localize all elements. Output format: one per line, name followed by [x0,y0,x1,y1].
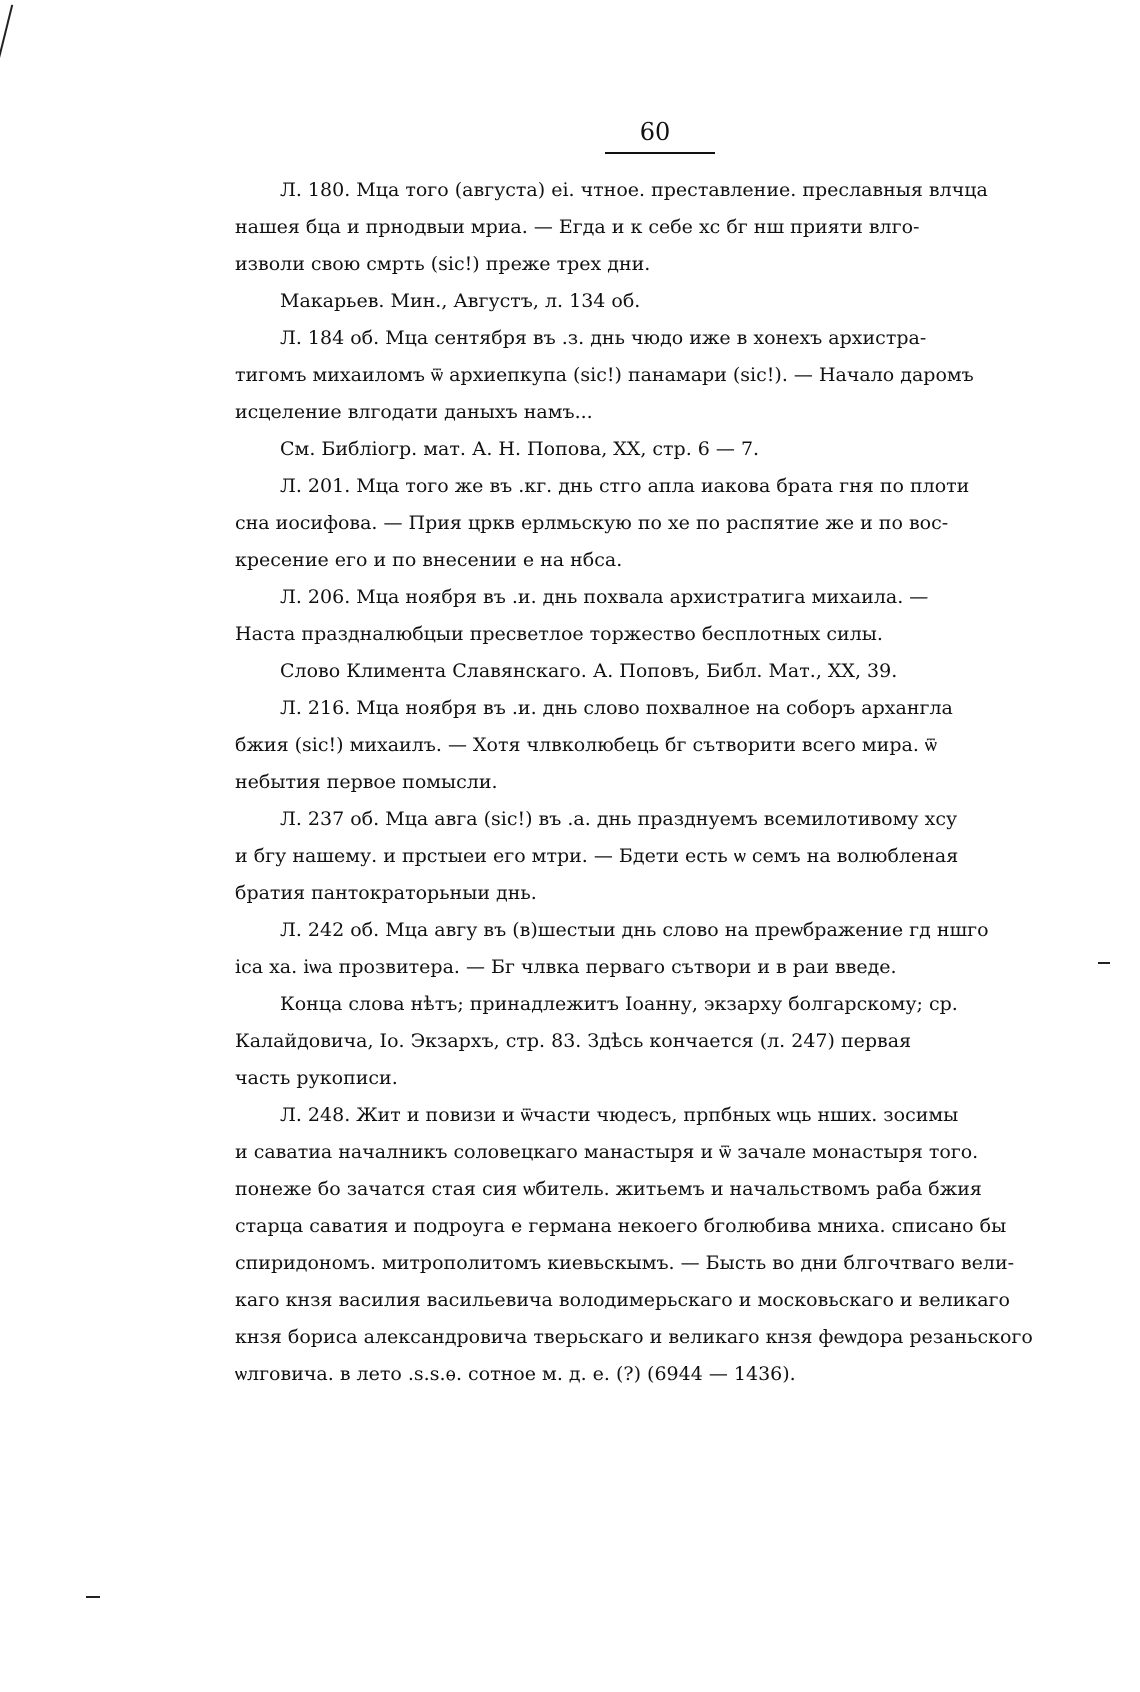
text-line: Л. 180. Мца того (августа) еі. чтное. преставление. преславныя влчца [280,179,988,201]
text-line: См. Библiогр. мат. А. Н. Попова, XX, стр. 6 — 7. [280,438,760,460]
page-number: 60 [639,118,671,146]
text-line: и саватиа началникъ соловецкаго манастыря и ѿ зачале монастыря того. [235,1141,979,1163]
text-line: тигомъ михаиломъ ѿ архиепкупа (sic!) панамари (sic!). — Начало даромъ [235,364,974,386]
text-line: Калайдовича, Іо. Экзархъ, стр. 83. Здѣсь кончается (л. 247) первая [235,1030,912,1052]
text-line: кнзя бориса александровича тверьскаго и великаго кнзя феѡдора резаньского [235,1326,1033,1348]
text-line: Макарьев. Мин., Августъ, л. 134 об. [280,290,641,312]
text-line: Л. 237 об. Мца авга (sic!) въ .а. днь празднуемъ всемилотивому хсу [280,808,958,830]
text-line: Л. 248. Жит и повизи и ѿчасти чюдесъ, прпбных ѡць нших. зосимы [280,1104,959,1126]
body-text [235,172,1087,1393]
text-line: Л. 216. Мца ноября въ .и. днь слово похвалное на соборъ архангла [280,697,953,719]
text-line: бжия (sic!) михаилъ. — Хотя члвколюбець бг сътворити всего мира. ѿ [235,734,937,756]
text-line: каго кнзя василия васильевича володимерьскаго и московьскаго и великаго [235,1289,1010,1311]
text-line: братия пантократорьныи днь. [235,882,537,904]
text-line: спиридономъ. митрополитомъ киевьскымъ. — Бысть во дни блгочтваго вели- [235,1252,1015,1274]
scan-mark-bottom [86,1596,100,1598]
text-line: Наста праздналюбцыи пресветлое торжество бесплотных силы. [235,623,883,645]
text-line: и бгу нашему. и прстыеи его мтри. — Бдети есть ѡ семъ на волюбленая [235,845,959,867]
scan-mark-top [0,5,13,64]
text-line: Л. 184 об. Мца сентября въ .з. днь чюдо иже в хонехъ архистра- [280,327,927,349]
text-line: ѡлговича. в лето .s.s.ѳ. сотное м. д. е. (?) (6944 — 1436). [235,1363,796,1385]
text-line: Л. 242 об. Мца авгу въ (в)шестыи днь слово на преѡбражение гд ншго [280,919,989,941]
text-line: Конца слова нѣтъ; принадлежитъ Іоанну, экзарху болгарскому; ср. [280,993,958,1015]
text-line: сна иосифова. — Прия цркв ерлмьскую по хе по распятие же и по вос- [235,512,949,534]
text-line: кресение его и по внесении е на нбса. [235,549,623,571]
text-line: часть рукописи. [235,1067,398,1089]
text-line: изволи свою смрть (sic!) преже трех дни. [235,253,651,275]
text-line: Слово Климента Славянскаго. А. Поповъ, Библ. Мат., XX, 39. [280,660,898,682]
text-line: исцеление влгодати даныхъ намъ... [235,401,593,423]
text-line: Л. 206. Мца ноября въ .и. днь похвала архистратига михаила. — [280,586,929,608]
text-line: іса ха. іѡа прозвитера. — Бг члвка перваго сътвори и в раи введе. [235,956,897,978]
scan-mark-right [1098,962,1110,964]
text-line: понеже бо зачатся стая сия ѡбитель. житьемъ и начальствомъ раба бжия [235,1178,982,1200]
text-line: старца саватия и подроуга е германа некоего бголюбива мниха. списано бы [235,1215,1007,1237]
text-line: небытия первое помысли. [235,771,498,793]
text-line: Л. 201. Мца того же въ .кг. днь стго апла иакова брата гня по плоти [280,475,970,497]
page-number-rule [605,152,715,154]
text-line: нашея бца и прнодвыи мриа. — Егда и к себе хс бг нш прияти влго- [235,216,920,238]
